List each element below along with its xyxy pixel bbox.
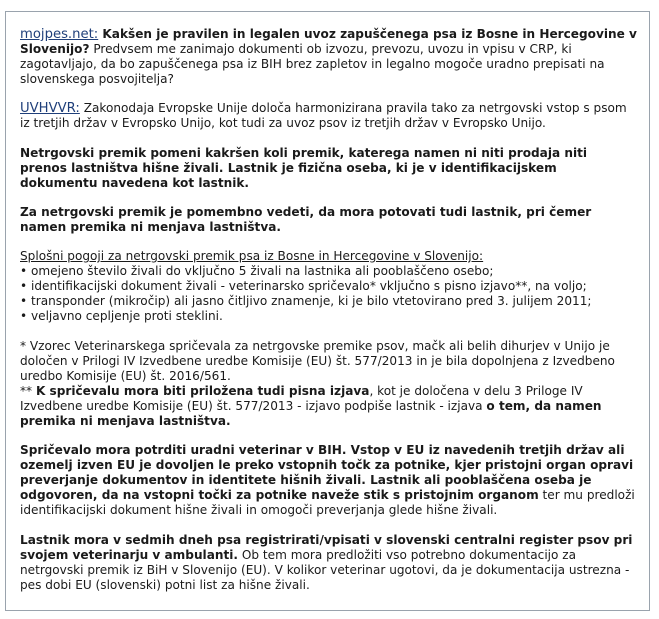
owner-travel-paragraph: Za netrgovski premik je pomembno vedeti, da mora potovati tudi lastnik, pri čemer namen premika ni menjava lastništva. [20, 204, 592, 234]
footnote-declaration-text: , kot je določena v delu 3 Priloge IV Izvedbene uredbe Komisije (EU) št. 577/2013 - izjavo podpiše lastnik - izjava [20, 383, 583, 413]
conditions-heading: Splošni pogoji za netrgovski premik psa iz Bosne in Hercegovine v Slovenijo: [20, 249, 484, 264]
border-check-bold: Spričevalo mora potrditi uradni veterinar v BIH. Vstop v EU iz navedenih tretjih držav ali ozemelj izven EU je dovoljen le preko vstopnih točk za potnike, kjer pristojni organ opravi preverjanje dokumentov in identitete hišnih živali. Lastnik ali pooblaščena oseba je odgovoren, da na vstopni točki za potnike naveže stik s pristojnim organom [20, 443, 634, 503]
footnotes [20, 339, 638, 430]
registration-paragraph [20, 533, 638, 593]
source-link-uvhvvr[interactable]: UVHVVR: [20, 101, 80, 117]
conditions-item: • identifikacijski dokument živali - veterinarsko spričevalo* vključno s pisno izjavo**, na voljo; [20, 279, 587, 294]
border-check-paragraph [20, 443, 638, 518]
question-paragraph [20, 27, 638, 87]
footnote-declaration-marker: ** [20, 383, 36, 398]
border-check-text: ter mu predloži identifikacijski dokument hišne živali in omogoči preverjanja glede hišne živali. [20, 488, 635, 518]
footnote-declaration-purpose: o tem, da namen premika ni menjava lastništva. [20, 398, 602, 428]
answer-intro-paragraph [20, 101, 638, 131]
footnote-declaration [20, 384, 638, 429]
article-content [20, 27, 638, 607]
registration-text: Ob tem mora predložiti vso potrebno dokumentacijo za netrgovski premik iz BiH v Slovenijo (EU). V kolikor veterinar ugotovi, da je dokumentacija ustrezna - pes dobi EU (slovenski) potni list za hišne živali. [20, 547, 630, 592]
conditions-item: • transponder (mikročip) ali jasno čitljivo znamenje, ki je bilo vtetovirano pred 3. julijem 2011; [20, 294, 592, 309]
registration-bold: Lastnik mora v sedmih dneh psa registrirati/vpisati v slovenski centralni register psov pri svojem veterinarju v ambulanti. [20, 532, 633, 562]
conditions-item: • omejeno število živali do vključno 5 živali na lastnika ali pooblaščeno osebo; [20, 264, 494, 279]
definition-paragraph: Netrgovski premik pomeni kakršen koli premik, katerega namen ni niti prodaja niti prenos lastništva hišne živali. Lastnik je fizična oseba, ki je v identifikacijskem dokumentu navedena kot lastnik. [20, 145, 588, 190]
footnote-declaration-bold: K spričevalu mora biti priložena tudi pisna izjava [35, 383, 370, 398]
question-detail: Predvsem me zanimajo dokumenti ob izvozu, prevozu, uvozu in vpisu v CRP, ki zagotavljajo, da bo zapuščenega psa iz BIH brez zapletov in legalno mogoče uradno prepisati na slovenskega posvojitelja? [20, 42, 605, 87]
question-text: Kakšen je pravilen in legalen uvoz zapuščenega psa iz Bosne in Hercegovine v Slovenijo? [20, 27, 637, 57]
answer-intro-text: Zakonodaja Evropske Unije določa harmonizirana pravila tako za netrgovski vstop s psom iz tretjih držav v Evropsko Unijo, kot tudi za uvoz psov iz tretjih držav v Evropsko Unijo. [20, 101, 627, 131]
conditions-item: • veljavno cepljenje proti steklini. [20, 309, 223, 324]
conditions-list [20, 249, 638, 324]
footnote-certificate: * Vzorec Veterinarskega spričevala za netrgovske premike psov, mačk ali belih dihurjev v Unijo je določen v Prilogi IV Izvedbene uredbe Komisije (EU) št. 577/2013 in je bila dopolnjena z Izvedbeno uredbo Komisije (EU) št. 2016/561. [20, 338, 615, 383]
source-link-mojpes[interactable]: mojpes.net: [20, 27, 99, 42]
